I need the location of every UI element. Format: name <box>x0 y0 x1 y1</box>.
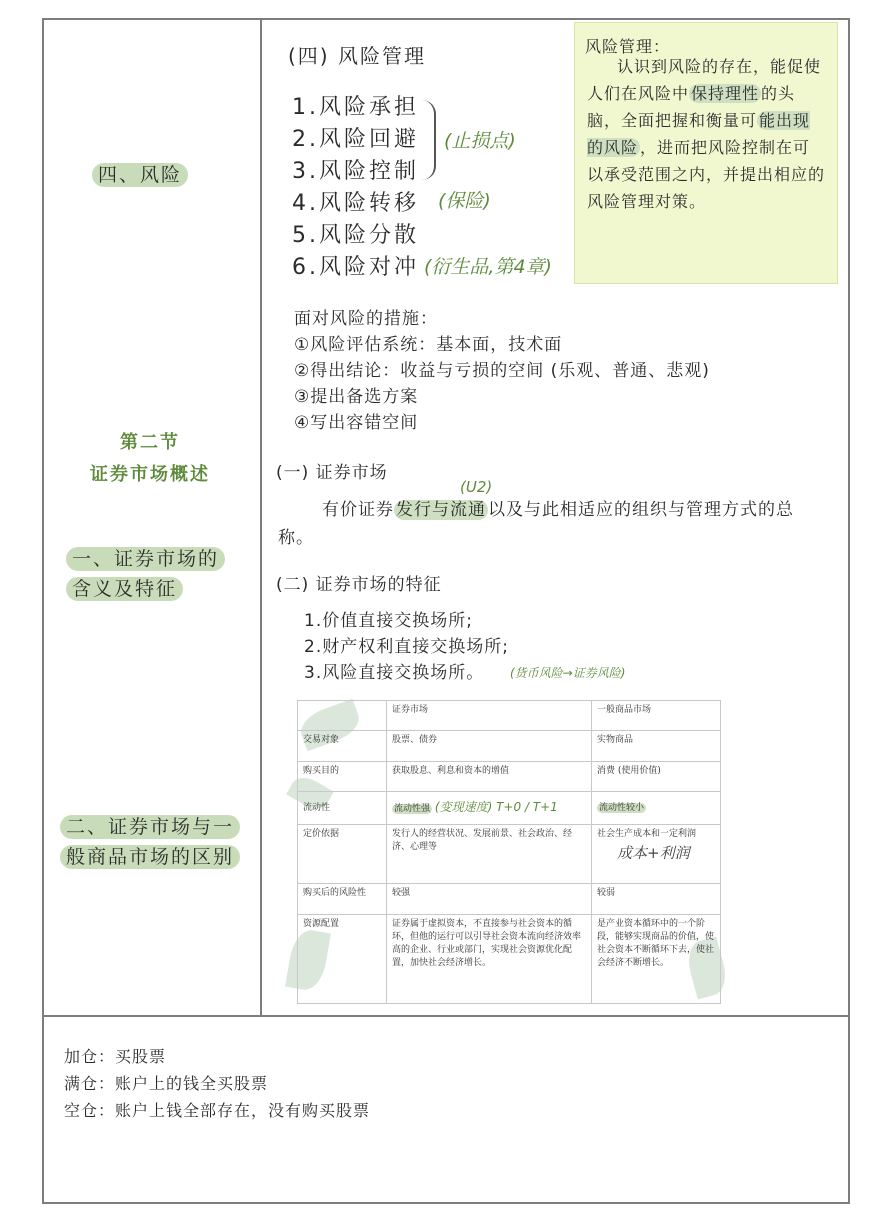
table-row <box>298 731 721 761</box>
table-cell: 定价依据 <box>298 825 387 884</box>
table-cell: 资源配置 <box>298 914 387 1003</box>
table-cell: 较强 <box>387 884 592 914</box>
list-item: 4.风险转移 <box>292 191 419 216</box>
risk-management-list <box>292 92 419 284</box>
table-cell: 购买目的 <box>298 761 387 791</box>
table-cell: 获取股息、利息和资本的增值 <box>387 761 592 791</box>
list-item: 5.风险分散 <box>292 223 419 248</box>
table-cell-liquidity <box>387 791 592 824</box>
risk-management-heading: (四) 风险管理 <box>288 44 426 68</box>
annotation-derivatives: (衍生品,第4章) <box>424 256 552 278</box>
chapter-title-line1: 第二节 <box>120 432 180 453</box>
chapter-title-line2: 证券市场概述 <box>90 464 210 485</box>
subsection-2-line1: 二、证券市场与一 <box>60 815 240 839</box>
table-cell: 较弱 <box>592 884 721 914</box>
table-header: 一般商品市场 <box>592 701 721 731</box>
liquidity-weak: 流动性较小 <box>599 802 645 813</box>
annotation-insurance: (保险) <box>438 190 491 212</box>
features-heading: (二) 证券市场的特征 <box>276 575 442 595</box>
subsection-1-line1: 一、证券市场的 <box>66 547 225 571</box>
features-list <box>304 608 509 686</box>
list-item: 2.财产权利直接交换场所; <box>304 637 509 657</box>
table-row <box>298 791 721 824</box>
annotation-stop-loss: (止损点) <box>444 130 516 152</box>
table-row <box>298 884 721 914</box>
comparison-table <box>297 700 721 1004</box>
brace-mark <box>422 100 436 180</box>
liquidity-annotation: (变现速度) T+0 / T+1 <box>434 799 558 814</box>
bottom-note: 空仓：账户上钱全部存在，没有购买股票 <box>64 1101 371 1120</box>
definition-text-2: 以及与此相适应的组织与管理方式的总称。 <box>278 500 794 548</box>
list-item: 3.风险直接交换场所。 <box>304 663 485 683</box>
table-cell: 股票、债券 <box>387 731 592 761</box>
subsection-2-label <box>60 812 240 872</box>
pricing-annotation: 成本+利润 <box>617 844 690 863</box>
table-cell: 购买后的风险性 <box>298 884 387 914</box>
table-header: 证券市场 <box>387 701 592 731</box>
table-row <box>298 914 721 1003</box>
subsection-1-line2: 含义及特征 <box>66 577 183 601</box>
liquidity-strong: 流动性强 <box>394 803 431 814</box>
risk-measures <box>294 306 710 436</box>
table-cell: 交易对象 <box>298 731 387 761</box>
note-highlight-2: 能出现的风险 <box>587 111 811 157</box>
note-highlight-1: 保持理性 <box>691 84 760 103</box>
table-cell <box>298 701 387 731</box>
column-divider <box>260 18 262 1016</box>
list-item: 3.风险控制 <box>292 159 419 184</box>
table-cell: 消费 (使用价值) <box>592 761 721 791</box>
table-row <box>298 701 721 731</box>
note-text-2: 的头脑，全面把握和衡量可 <box>587 84 796 130</box>
table-cell: 实物商品 <box>592 731 721 761</box>
section-risk-label: 四、风险 <box>92 160 188 187</box>
bottom-note: 满仓：账户上的钱全买股票 <box>64 1074 269 1093</box>
section-divider <box>42 1015 850 1017</box>
table-cell: 是产业资本循环中的一个阶段，能够实现商品的价值，使社会资本不断循环下去，使社会经济不断增长。 <box>592 914 721 1003</box>
table-cell <box>592 791 721 824</box>
subsection-1-label <box>66 544 225 604</box>
sticky-note <box>574 22 838 284</box>
table-cell: 证券属于虚拟资本，不直接参与社会资本的循环，但他的运行可以引导社会资本流向经济效率高的企业、行业或部门，实现社会资源优化配置，加快社会经济增长。 <box>387 914 592 1003</box>
securities-market-definition <box>278 496 818 552</box>
chapter-title <box>80 428 220 486</box>
table-row <box>298 761 721 791</box>
table-cell-pricing <box>592 825 721 884</box>
table-cell: 流动性 <box>298 791 387 824</box>
annotation-u2: (U2) <box>460 478 493 496</box>
definition-text-1: 有价证券 <box>322 500 394 520</box>
list-item: 6.风险对冲 <box>292 255 419 280</box>
securities-market-heading: (一) 证券市场 <box>276 463 388 483</box>
table-cell: 发行人的经营状况、发展前景、社会政治、经济、心理等 <box>387 825 592 884</box>
measures-title: 面对风险的措施： <box>294 309 438 329</box>
list-item: ③提出备选方案 <box>294 387 419 407</box>
note-text-1: 认识到风险的存在，能促使人们在风险中 <box>587 57 822 103</box>
list-item: 1.价值直接交换场所; <box>304 611 473 631</box>
note-title: 风险管理： <box>585 37 671 56</box>
list-item: ④写出容错空间 <box>294 413 419 433</box>
subsection-2-line2: 般商品市场的区别 <box>60 845 240 869</box>
pricing-text: 社会生产成本和一定利润 <box>597 829 697 840</box>
list-item: 1.风险承担 <box>292 95 419 120</box>
bottom-note: 加仓：买股票 <box>64 1047 167 1066</box>
annotation-risk-type: (货币风险→证券风险) <box>510 666 626 680</box>
definition-highlight: 发行与流通 <box>396 500 486 520</box>
list-item: 2.风险回避 <box>292 127 419 152</box>
list-item: ①风险评估系统：基本面，技术面 <box>294 335 563 355</box>
note-text-3: ，进而把风险控制在可以承受范围之内，并提出相应的风险管理对策。 <box>587 138 826 211</box>
list-item: ②得出结论：收益与亏损的空间 (乐观、普通、悲观) <box>294 361 710 381</box>
table-row <box>298 825 721 884</box>
